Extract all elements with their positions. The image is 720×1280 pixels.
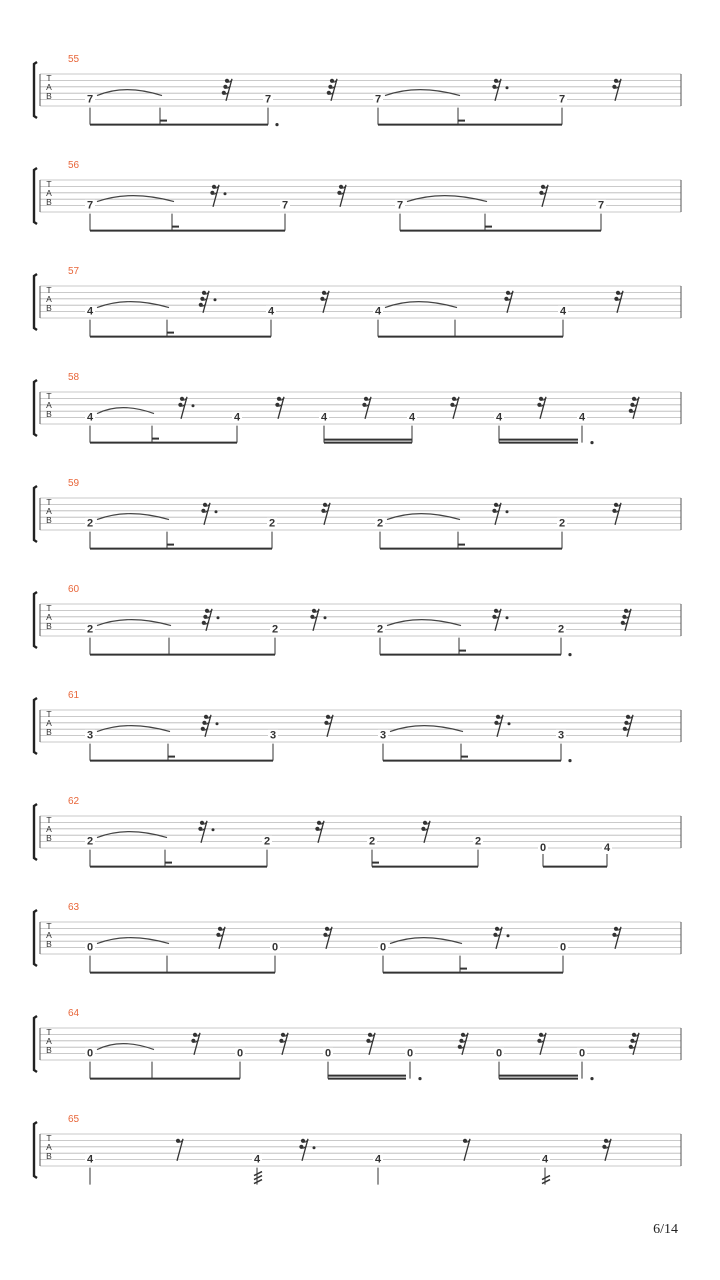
tie-arc <box>97 938 169 944</box>
rest-dot <box>506 86 509 89</box>
rest-s16 <box>320 291 329 313</box>
tie-arc <box>97 302 169 308</box>
rest-s16 <box>614 291 623 313</box>
rest-e8 <box>176 1139 183 1161</box>
rest-s16 <box>612 79 621 101</box>
fret-number: 2 <box>271 623 279 636</box>
staff-system-59 <box>34 478 681 549</box>
tab-clef-letter: A <box>46 294 52 304</box>
staff-system-61 <box>34 690 681 762</box>
tab-clef-letter: T <box>46 921 52 931</box>
rest-s16 <box>492 79 508 101</box>
fret-number: 0 <box>324 1047 332 1060</box>
fret-number: 4 <box>86 411 94 424</box>
rest-s16 <box>315 821 324 843</box>
fret-number: 4 <box>86 1153 94 1166</box>
rest-s32 <box>222 79 232 101</box>
fret-number: 2 <box>263 835 271 848</box>
fret-number: 3 <box>557 729 565 742</box>
system-bracket <box>34 698 37 754</box>
staff-system-60 <box>34 584 681 656</box>
fret-number: 2 <box>86 623 94 636</box>
fret-number: 0 <box>578 1047 586 1060</box>
rest-dot <box>216 722 219 725</box>
tie-arc <box>97 196 174 202</box>
tie-arc <box>385 90 460 96</box>
rest-e8 <box>463 1139 470 1161</box>
staff-system-58 <box>34 372 681 444</box>
fret-number: 0 <box>559 941 567 954</box>
fret-number: 4 <box>374 305 382 318</box>
rest-s32 <box>623 715 633 737</box>
rest-s16 <box>178 397 194 419</box>
tie-arc <box>97 726 170 732</box>
duration-dot <box>275 123 278 126</box>
fret-number: 0 <box>86 1047 94 1060</box>
tab-clef-letter: B <box>46 515 52 525</box>
fret-number: 0 <box>86 941 94 954</box>
tab-clef-letter: B <box>46 303 52 313</box>
tie-arc <box>387 620 461 626</box>
measure-number: 62 <box>68 796 80 807</box>
system-bracket <box>34 168 37 224</box>
rest-s16 <box>201 503 217 525</box>
fret-number: 4 <box>559 305 567 318</box>
rest-s32 <box>629 397 639 419</box>
fret-number: 0 <box>539 842 547 854</box>
tab-clef-letter: A <box>46 400 52 410</box>
fret-number: 2 <box>474 835 482 848</box>
rest-s16 <box>279 1033 288 1055</box>
rest-s32 <box>621 609 631 631</box>
fret-number: 2 <box>268 517 276 530</box>
fret-number: 7 <box>597 199 605 212</box>
fret-number: 7 <box>281 199 289 212</box>
rest-dot <box>508 722 511 725</box>
fret-number: 2 <box>557 623 565 636</box>
rest-s16 <box>362 397 371 419</box>
rest-dot <box>324 616 327 619</box>
fret-number: 4 <box>320 411 328 424</box>
duration-dot <box>568 653 571 656</box>
duration-dot <box>418 1077 421 1080</box>
tremolo-slash <box>542 1180 550 1184</box>
tab-clef-letter: A <box>46 82 52 92</box>
tab-clef-letter: T <box>46 1027 52 1037</box>
rest-s16 <box>216 927 225 949</box>
rest-s16 <box>366 1033 375 1055</box>
page-number: 6/14 <box>653 1222 678 1237</box>
tie-arc <box>387 514 460 520</box>
rest-s16 <box>299 1139 315 1161</box>
tie-arc <box>97 1044 154 1050</box>
rest-dot <box>192 404 195 407</box>
fret-number: 7 <box>558 93 566 106</box>
rest-s16 <box>310 609 326 631</box>
rest-s16 <box>323 927 332 949</box>
rest-dot <box>506 510 509 513</box>
tab-clef-letter: B <box>46 833 52 843</box>
tab-clef-letter: A <box>46 612 52 622</box>
measure-number: 57 <box>68 266 80 277</box>
tab-clef-letter: T <box>46 391 52 401</box>
fret-number: 4 <box>86 305 94 318</box>
measure-number: 56 <box>68 160 80 171</box>
fret-number: 4 <box>603 842 611 854</box>
rest-s16 <box>612 927 621 949</box>
tab-clef-letter: B <box>46 621 52 631</box>
rest-s16 <box>198 821 214 843</box>
rest-dot <box>224 192 227 195</box>
fret-number: 4 <box>233 411 241 424</box>
tab-clef-letter: T <box>46 73 52 83</box>
fret-number: 4 <box>374 1153 382 1166</box>
fret-number: 0 <box>379 941 387 954</box>
rest-s16 <box>450 397 459 419</box>
fret-number: 7 <box>86 199 94 212</box>
tab-clef-letter: B <box>46 727 52 737</box>
tie-arc <box>97 514 169 520</box>
system-bracket <box>34 380 37 436</box>
tremolo-slash <box>542 1176 550 1180</box>
rest-s16 <box>191 1033 200 1055</box>
tab-clef-letter: B <box>46 939 52 949</box>
fret-number: 7 <box>374 93 382 106</box>
rest-s16 <box>537 1033 546 1055</box>
staff-system-65 <box>34 1114 681 1185</box>
tab-clef-letter: T <box>46 179 52 189</box>
rest-s32 <box>629 1033 639 1055</box>
staff-system-56 <box>34 160 681 231</box>
fret-number: 2 <box>376 517 384 530</box>
staff-system-63 <box>34 902 681 973</box>
system-bracket <box>34 1016 37 1072</box>
tab-clef-letter: B <box>46 197 52 207</box>
system-bracket <box>34 486 37 542</box>
system-bracket <box>34 274 37 330</box>
fret-number: 4 <box>267 305 275 318</box>
fret-number: 2 <box>376 623 384 636</box>
duration-dot <box>568 759 571 762</box>
rest-s16 <box>493 927 509 949</box>
fret-number: 3 <box>379 729 387 742</box>
tie-arc <box>385 302 457 308</box>
rest-s32 <box>201 715 219 737</box>
tie-arc <box>97 90 162 96</box>
fret-number: 2 <box>368 835 376 848</box>
fret-number: 2 <box>86 517 94 530</box>
fret-number: 4 <box>495 411 503 424</box>
system-bracket <box>34 592 37 648</box>
tab-clef-letter: T <box>46 709 52 719</box>
fret-number: 2 <box>86 835 94 848</box>
rest-dot <box>217 616 220 619</box>
rest-dot <box>214 298 217 301</box>
rest-s16 <box>612 503 621 525</box>
tie-arc <box>407 196 487 202</box>
tab-clef-letter: T <box>46 603 52 613</box>
tab-clef-letter: A <box>46 930 52 940</box>
measure-number: 61 <box>68 690 80 701</box>
rest-s32 <box>202 609 220 631</box>
tie-arc <box>97 408 154 414</box>
fret-number: 4 <box>408 411 416 424</box>
tie-arc <box>390 938 462 944</box>
rest-s32 <box>199 291 217 313</box>
measure-number: 63 <box>68 902 80 913</box>
rest-dot <box>507 934 510 937</box>
rest-s16 <box>321 503 330 525</box>
tab-clef-letter: A <box>46 1142 52 1152</box>
system-bracket <box>34 62 37 118</box>
tab-clef-letter: B <box>46 1151 52 1161</box>
rest-s16 <box>494 715 510 737</box>
rest-s16 <box>492 503 508 525</box>
tremolo-slash <box>254 1180 262 1184</box>
tie-arc <box>390 726 463 732</box>
fret-number: 0 <box>406 1047 414 1060</box>
fret-number: 0 <box>236 1047 244 1060</box>
rest-s16 <box>537 397 546 419</box>
fret-number: 0 <box>271 941 279 954</box>
fret-number: 0 <box>495 1047 503 1060</box>
measure-number: 55 <box>68 54 80 65</box>
staff-system-57 <box>34 266 681 337</box>
tab-clef-letter: A <box>46 824 52 834</box>
system-bracket <box>34 910 37 966</box>
rest-dot <box>215 510 218 513</box>
rest-s16 <box>602 1139 611 1161</box>
duration-dot <box>590 441 593 444</box>
tab-clef-letter: A <box>46 506 52 516</box>
tab-clef-letter: T <box>46 1133 52 1143</box>
fret-number: 7 <box>396 199 404 212</box>
rest-s16 <box>210 185 226 207</box>
fret-number: 3 <box>269 729 277 742</box>
tab-clef-letter: T <box>46 285 52 295</box>
tremolo-slash <box>254 1176 262 1180</box>
tab-clef-letter: B <box>46 1045 52 1055</box>
tremolo-slash <box>254 1172 262 1176</box>
tab-clef-letter: A <box>46 188 52 198</box>
tab-clef-letter: A <box>46 718 52 728</box>
system-bracket <box>34 1122 37 1178</box>
tie-arc <box>97 620 171 626</box>
fret-number: 3 <box>86 729 94 742</box>
measure-number: 65 <box>68 1114 80 1125</box>
measure-number: 58 <box>68 372 80 383</box>
tab-clef-letter: B <box>46 91 52 101</box>
rest-s16 <box>504 291 513 313</box>
fret-number: 4 <box>541 1153 549 1166</box>
fret-number: 7 <box>86 93 94 106</box>
staff-system-55 <box>34 54 681 126</box>
rest-s16 <box>337 185 346 207</box>
rest-s16 <box>324 715 333 737</box>
tie-arc <box>97 832 167 838</box>
tab-clef-letter: T <box>46 815 52 825</box>
rest-dot <box>313 1146 316 1149</box>
rest-s16 <box>275 397 284 419</box>
tab-clef-letter: T <box>46 497 52 507</box>
measure-number: 60 <box>68 584 80 595</box>
duration-dot <box>590 1077 593 1080</box>
rest-dot <box>212 828 215 831</box>
measure-number: 64 <box>68 1008 80 1019</box>
tab-clef-letter: A <box>46 1036 52 1046</box>
fret-number: 7 <box>264 93 272 106</box>
measure-number: 59 <box>68 478 80 489</box>
rest-s16 <box>492 609 508 631</box>
fret-number: 2 <box>558 517 566 530</box>
tab-clef-letter: B <box>46 409 52 419</box>
rest-dot <box>506 616 509 619</box>
fret-number: 4 <box>253 1153 261 1166</box>
rest-s16 <box>421 821 430 843</box>
system-bracket <box>34 804 37 860</box>
rest-s16 <box>539 185 548 207</box>
rest-s32 <box>458 1033 468 1055</box>
staff-system-62 <box>34 796 681 867</box>
staff-system-64 <box>34 1008 681 1080</box>
rest-s32 <box>327 79 337 101</box>
fret-number: 4 <box>578 411 586 424</box>
